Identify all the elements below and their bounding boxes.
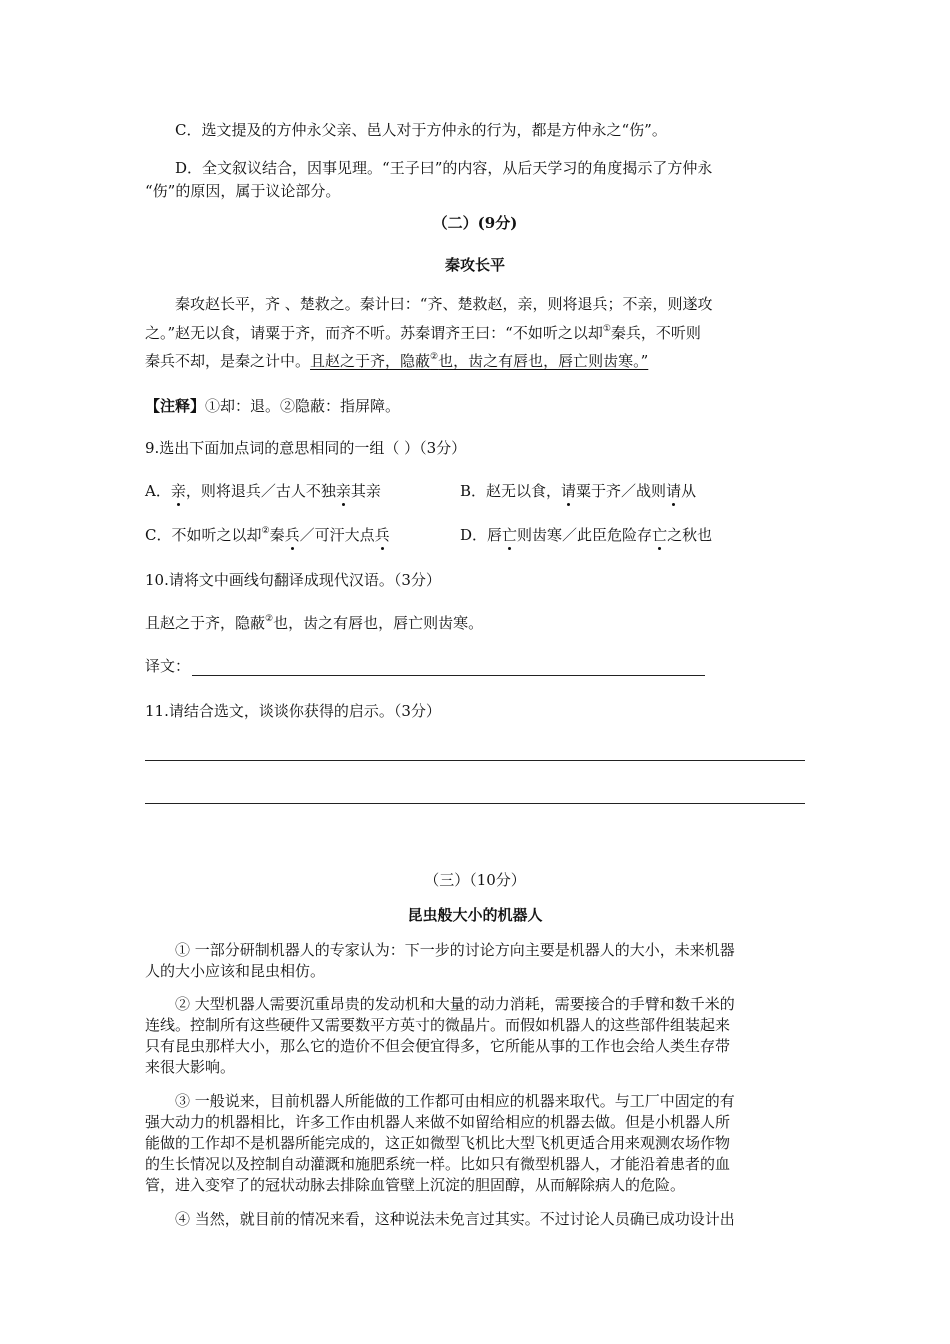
passage-line-3-a: 秦兵不却，是秦之计中。: [145, 352, 311, 370]
passage-line-2-b: 秦兵，不听则: [610, 324, 701, 342]
p1-line-1: ① 一部分研制机器人的专家认为：下一步的讨论方向主要是机器人的大小，未来机器: [175, 941, 735, 959]
q9-a-prefix: A．: [145, 482, 171, 500]
q9-b-mid: 粟于齐／战则: [576, 482, 667, 500]
p2-line-2: 连线。控制所有这些硬件又需要数平方英寸的微晶片。而假如机器人的这些部件组装起来: [145, 1016, 731, 1034]
q9-d-dotted-1: 亡: [502, 526, 518, 544]
annotation-text: ①却：退。②隐蔽：指屏障。: [205, 397, 401, 415]
passage-line-2: [145, 322, 701, 344]
underlined-sentence: [310, 352, 648, 370]
p2-line-1: ② 大型机器人需要沉重昂贵的发动机和大量的动力消耗，需要接合的手臂和数千米的: [175, 995, 735, 1013]
section-3-header: （三）（10分）: [424, 871, 526, 889]
annotation: [145, 395, 400, 417]
p2-line-3: 只有昆虫那样大小，那么它的造价不但会便宜得多，它所能从事的工作也会给人类生存带: [145, 1037, 731, 1055]
p2-line-4: 来很大影响。: [145, 1058, 236, 1076]
p3-line-2: 强大动力的机器相比，许多工作由机器人来做不如留给相应的机器去做。但是小机器人所: [145, 1113, 731, 1131]
q9-a-dotted-1: 亲: [170, 482, 186, 500]
p1-line-2: 人的大小应该和昆虫相仿。: [145, 962, 326, 980]
q9-option-b: [460, 480, 696, 502]
question-11-stem: 11.请结合选文，谈谈你获得的启示。（3分）: [145, 702, 441, 720]
q9-d-post: 之秋也: [667, 526, 713, 544]
q9-c-dotted-1: 兵: [284, 526, 300, 544]
p3-line-4: 的生长情况以及控制自动灌溉和施肥系统一样。比如只有微型机器人，才能沿着患者的血: [145, 1155, 731, 1173]
question-9-stem: 9.选出下面加点词的意思相同的一组（ ）（3分）: [145, 439, 467, 457]
underlined-part-1: 且赵之于齐，隐蔽: [310, 352, 431, 370]
q9-b-dotted-1: 请: [561, 482, 577, 500]
note-1-mark: ①: [602, 324, 611, 334]
section-2-header: （二）(9分): [432, 214, 518, 232]
section-3-title: 昆虫般大小的机器人: [407, 906, 543, 924]
q9-option-a: [145, 480, 381, 502]
question-10-stem: 10.请将文中画线句翻译成现代汉语。（3分）: [145, 571, 441, 589]
q9-option-d: [460, 524, 712, 546]
q9-a-mid: ，则将退兵／古人不独: [185, 482, 336, 500]
note-2-mark: ②: [430, 352, 439, 362]
p3-line-1: ③ 一般说来，目前机器人所能做的工作都可由相应的机器来取代。与工厂中固定的有: [175, 1092, 735, 1110]
q9-a-dotted-2: 亲: [335, 482, 351, 500]
q10-sentence-a: 且赵之于齐，隐蔽: [145, 614, 266, 632]
q10-sentence-b: 也，齿之有唇也，唇亡则齿寒。: [273, 614, 484, 632]
q11-answer-line-2[interactable]: [145, 803, 805, 804]
option-d-line2: “伤”的原因，属于议论部分。: [145, 182, 341, 200]
q9-option-c: [145, 524, 390, 546]
annotation-label: 【注释】: [145, 397, 206, 415]
q9-b-dotted-2: 请: [666, 482, 682, 500]
q9-d-prefix: D．唇: [460, 526, 503, 544]
p3-line-5: 管，进入变窄了的冠状动脉去排除血管壁上沉淀的胆固醇，从而解除病人的危险。: [145, 1176, 686, 1194]
q9-a-post: 其亲: [350, 482, 381, 500]
q9-b-prefix: B．赵无以食，: [460, 482, 562, 500]
passage-line-3: [145, 350, 648, 372]
q9-b-post: 从: [681, 482, 697, 500]
q9-c-mid2: ／可汗大点: [299, 526, 375, 544]
option-c: C．选文提及的方仲永父亲、邑人对于方仲永的行为，都是方仲永之“伤”。: [175, 121, 667, 139]
q10-sentence: [145, 612, 483, 634]
q11-answer-line-1[interactable]: [145, 760, 805, 761]
section-2-title: 秦攻长平: [444, 256, 505, 274]
p3-line-3: 能做的工作却不是机器所能完成的，这正如微型飞机比大型飞机更适合用来观测农场作物: [145, 1134, 731, 1152]
q9-d-dotted-2: 亡: [652, 526, 668, 544]
underlined-part-2: 也，齿之有唇也，唇亡则齿寒。”: [438, 352, 649, 370]
q9-c-dotted-2: 兵: [374, 526, 390, 544]
q9-c-prefix: C．不如听之以却: [145, 526, 262, 544]
q10-answer-label: 译文：: [145, 657, 191, 675]
p4-line-1: ④ 当然，就目前的情况来看，这种说法未免言过其实。不过讨论人员确已成功设计出: [175, 1210, 735, 1228]
q10-answer-line[interactable]: [192, 675, 705, 676]
q9-c-mid: 秦: [269, 526, 285, 544]
q9-d-mid: 则齿寒／此臣危险存: [517, 526, 653, 544]
option-d-line1: D．全文叙议结合，因事见理。“王子曰”的内容，从后天学习的角度揭示了方仲永: [175, 159, 713, 177]
q10-note-mark: ②: [265, 614, 274, 624]
q9-c-note-mark: ②: [261, 526, 270, 536]
passage-line-2-a: 之。”赵无以食，请粟于齐，而齐不听。苏秦谓齐王曰：“不如听之以却: [145, 324, 603, 342]
passage-line-1: 秦攻赵长平，齐 、楚救之。秦计曰：“齐、楚救赵，亲，则将退兵；不亲，则遂攻: [175, 295, 713, 313]
